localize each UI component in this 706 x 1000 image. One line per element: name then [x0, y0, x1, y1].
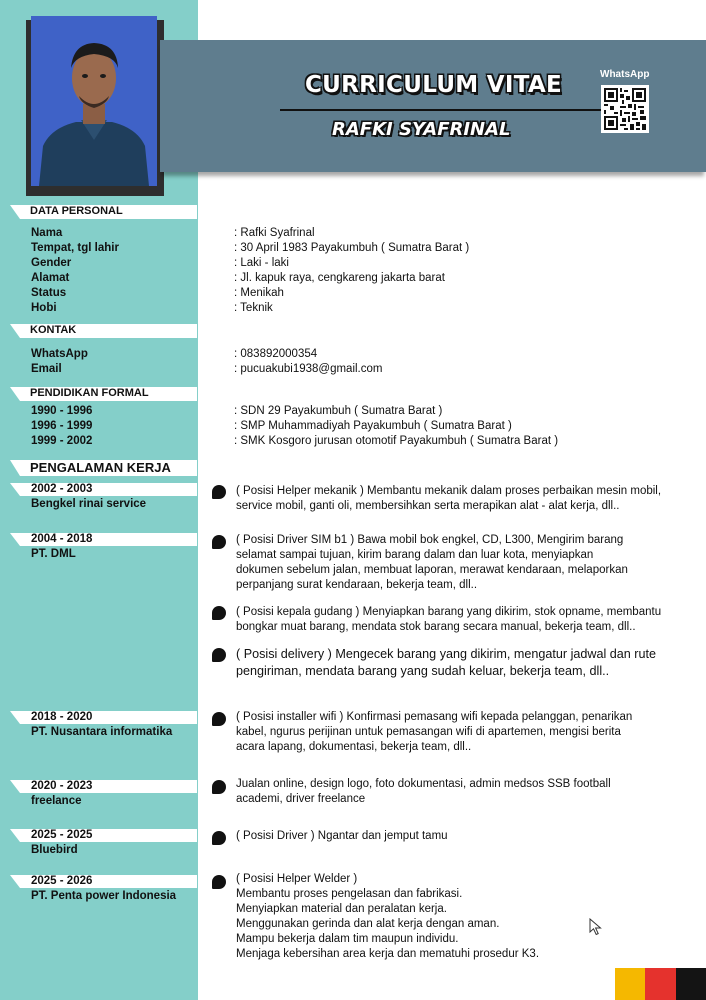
- person-silhouette-icon: [31, 16, 157, 186]
- value-email[interactable]: : pucuakubi1938@gmail.com: [234, 363, 383, 375]
- desc-line: Jualan online, design logo, foto dokumentasi, admin medsos SSB football: [236, 778, 611, 790]
- bullet-icon: [212, 831, 226, 845]
- bullet-icon: [212, 606, 226, 620]
- label-nama: Nama: [31, 227, 63, 239]
- exp-company-2: PT. DML: [31, 548, 76, 560]
- label-gender: Gender: [31, 257, 72, 269]
- desc-line: perpanjang surat kendaraan, bekerja team, dll..: [236, 579, 478, 591]
- exp-years-5: 2025 - 2025: [31, 829, 93, 841]
- exp-description-7: [236, 829, 448, 844]
- exp-description-2: [236, 533, 628, 593]
- desc-line: ( Posisi Driver SIM b1 ) Bawa mobil bok engkel, CD, L300, Mengirim barang: [236, 534, 624, 546]
- value-address: : Jl. kapuk raya, cengkareng jakarta barat: [234, 272, 445, 284]
- label-address: Alamat: [31, 272, 70, 284]
- section-title-experience: PENGALAMAN KERJA: [30, 460, 171, 475]
- exp-description-4: [236, 646, 656, 680]
- label-birth: Tempat, tgl lahir: [31, 242, 119, 254]
- label-hobby: Hobi: [31, 302, 57, 314]
- section-title-personal: DATA PERSONAL: [30, 205, 123, 217]
- desc-line: Mampu bekerja dalam tim maupun individu.: [236, 933, 459, 945]
- label-whatsapp: WhatsApp: [31, 348, 88, 360]
- exp-description-1: [236, 484, 661, 514]
- exp-description-8: [236, 872, 539, 962]
- exp-company-6: PT. Penta power Indonesia: [31, 890, 177, 902]
- desc-line: ( Posisi kepala gudang ) Menyiapkan barang yang dikirim, stok opname, membantu: [236, 606, 662, 618]
- bullet-icon: [212, 712, 226, 726]
- cv-title: CURRICULUM VITAE: [305, 72, 563, 98]
- exp-description-3: [236, 605, 661, 635]
- mouse-cursor-icon: [589, 918, 603, 936]
- desc-line: service mobil, ganti oli, membersihkan serta merapikan alat - alat kerja, dll..: [236, 500, 620, 512]
- title-divider: [280, 109, 604, 111]
- section-title-contact: KONTAK: [30, 324, 77, 336]
- desc-line: academi, driver freelance: [236, 793, 366, 805]
- value-gender: : Laki - laki: [234, 257, 289, 269]
- label-status: Status: [31, 287, 67, 299]
- desc-line: acara lapang, dokumentasi, bekerja team, dll..: [236, 741, 472, 753]
- whatsapp-qr-code[interactable]: [601, 85, 649, 133]
- color-swatches: [615, 968, 706, 1000]
- exp-company-1: Bengkel rinai service: [31, 498, 147, 510]
- swatch-black: [676, 968, 706, 1000]
- profile-photo: [31, 16, 157, 186]
- exp-years-1: 2002 - 2003: [31, 483, 93, 495]
- edu-school-2: : SMP Muhammadiyah Payakumbuh ( Sumatra Barat ): [234, 420, 512, 432]
- desc-line: ( Posisi Driver ) Ngantar dan jemput tamu: [236, 830, 448, 842]
- header-banner: [160, 40, 706, 172]
- edu-years-3: 1999 - 2002: [31, 435, 93, 447]
- desc-line: ( Posisi installer wifi ) Konfirmasi pemasang wifi kepada pelanggan, penarikan: [236, 711, 633, 723]
- desc-line: kabel, ngurus perijinan untuk pemasangan wifi di apartemen, mengisi berita: [236, 726, 621, 738]
- exp-years-3: 2018 - 2020: [31, 711, 93, 723]
- value-status: : Menikah: [234, 287, 284, 299]
- desc-line: pengiriman, mendata barang yang sudah keluar, bekerja team, dll..: [236, 664, 610, 678]
- edu-school-3: : SMK Kosgoro jurusan otomotif Payakumbuh ( Sumatra Barat ): [234, 435, 559, 447]
- edu-school-1: : SDN 29 Payakumbuh ( Sumatra Barat ): [234, 405, 443, 417]
- value-hobby: : Teknik: [234, 302, 273, 314]
- desc-line: bongkar muat barang, mendata stok barang secara manual, bekerja team, dll..: [236, 621, 636, 633]
- edu-years-2: 1996 - 1999: [31, 420, 93, 432]
- desc-line: selamat sampai tujuan, kirim barang dalam dan luar kota, menyiapkan: [236, 549, 594, 561]
- value-nama: : Rafki Syafrinal: [234, 227, 315, 239]
- desc-line: ( Posisi Helper Welder ): [236, 873, 358, 885]
- desc-line: ( Posisi delivery ) Mengecek barang yang dikirim, mengatur jadwal dan rute: [236, 647, 656, 661]
- whatsapp-label: WhatsApp: [600, 69, 650, 80]
- desc-line: Menyiapkan material dan peralatan kerja.: [236, 903, 447, 915]
- swatch-yellow: [615, 968, 645, 1000]
- desc-line: dokumen sebelum jalan, membuat laporan, merawat kendaraan, melaporkan: [236, 564, 628, 576]
- swatch-red: [645, 968, 675, 1000]
- desc-line: Membantu proses pengelasan dan fabrikasi.: [236, 888, 463, 900]
- exp-company-5: Bluebird: [31, 844, 78, 856]
- edu-years-1: 1990 - 1996: [31, 405, 93, 417]
- label-email: Email: [31, 363, 62, 375]
- bullet-icon: [212, 648, 226, 662]
- exp-company-3: PT. Nusantara informatika: [31, 726, 173, 738]
- cv-name: RAFKI SYAFRINAL: [332, 119, 511, 140]
- bullet-icon: [212, 875, 226, 889]
- desc-line: Menjaga kebersihan area kerja dan mematuhi prosedur K3.: [236, 948, 540, 960]
- value-whatsapp[interactable]: : 083892000354: [234, 348, 318, 360]
- exp-years-2: 2004 - 2018: [31, 533, 93, 545]
- value-birth: : 30 April 1983 Payakumbuh ( Sumatra Barat ): [234, 242, 470, 254]
- exp-description-6: [236, 777, 611, 807]
- section-title-education: PENDIDIKAN FORMAL: [30, 387, 149, 399]
- bullet-icon: [212, 485, 226, 499]
- exp-description-5: [236, 710, 632, 755]
- exp-years-6: 2025 - 2026: [31, 875, 93, 887]
- desc-line: Menggunakan gerinda dan alat kerja dengan aman.: [236, 918, 500, 930]
- qr-code-icon: [604, 88, 646, 130]
- bullet-icon: [212, 535, 226, 549]
- exp-company-4: freelance: [31, 795, 82, 807]
- desc-line: ( Posisi Helper mekanik ) Membantu mekanik dalam proses perbaikan mesin mobil,: [236, 485, 662, 497]
- bullet-icon: [212, 780, 226, 794]
- exp-years-4: 2020 - 2023: [31, 780, 93, 792]
